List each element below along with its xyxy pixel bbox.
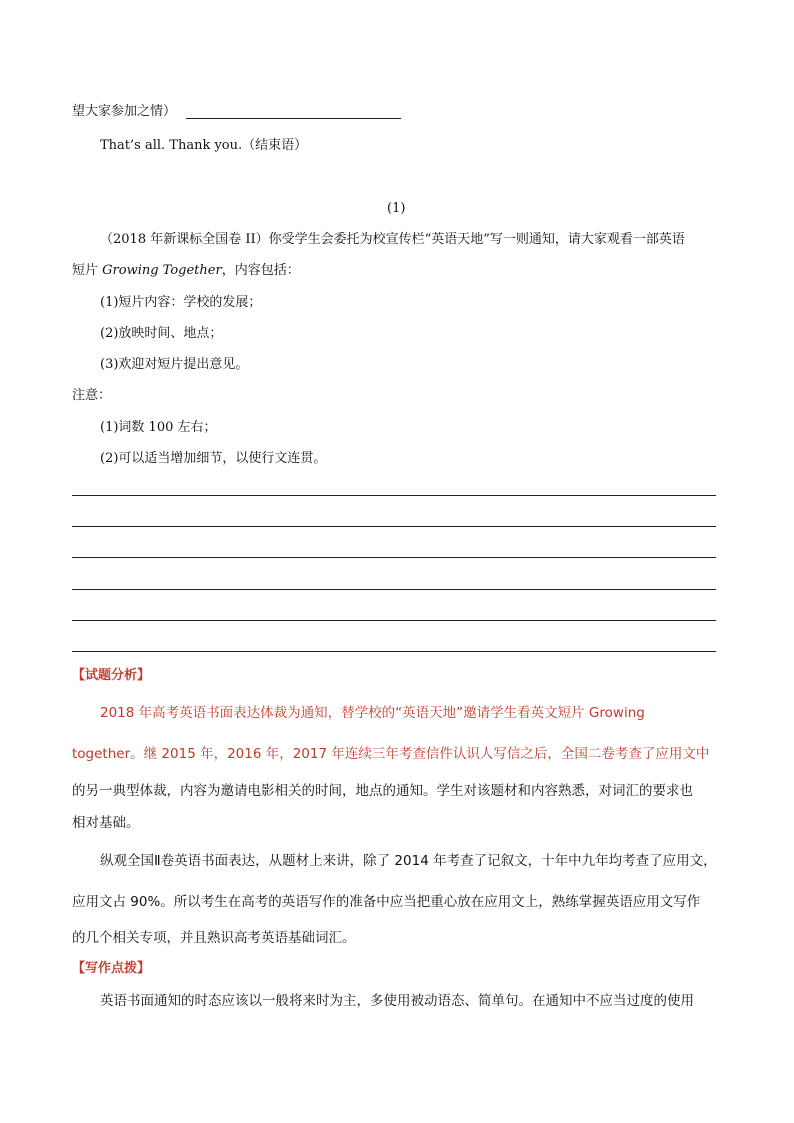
question-number: (1) bbox=[387, 201, 406, 216]
analysis-p2-line2: 应用文占 90%。所以考生在高考的英语写作的准备中应当把重心放在应用文上，熟练掌握英语应用文写作 bbox=[72, 894, 701, 910]
analysis-p1-line4: 相对基础。 bbox=[72, 815, 140, 831]
film-title: Growing Together bbox=[102, 263, 222, 278]
answer-blank[interactable] bbox=[186, 118, 401, 119]
note-item: (1)词数 100 左右； bbox=[100, 420, 217, 435]
question-intro-line2 bbox=[72, 262, 300, 280]
question-item: (1)短片内容：学校的发展； bbox=[100, 295, 262, 310]
analysis-p1-line1: 2018 年高考英语书面表达体裁为通知，替学校的“英语天地”邀请学生看英文短片 Growing bbox=[100, 705, 645, 721]
notes-title: 注意： bbox=[72, 388, 112, 403]
note-item: (2)可以适当增加细节，以使行文连贯。 bbox=[100, 451, 327, 466]
tips-title: 【写作点拨】 bbox=[72, 961, 151, 976]
tips-p1-line1: 英语书面通知的时态应该以一般将来时为主，多使用被动语态、简单句。在通知中不应当过度的使用 bbox=[100, 993, 694, 1009]
analysis-p1-line2: together。继 2015 年，2016 年，2017 年连续三年考查信件认识人写信之后，全国二卷考查了应用文中 bbox=[72, 746, 710, 762]
question-intro-line1: （2018 年新课标全国卷 II）你受学生会委托为校宣传栏“英语天地”写一则通知，请大家观看一部英语 bbox=[100, 232, 685, 247]
analysis-p2-line3: 的几个相关专项，并且熟识高考英语基础词汇。 bbox=[72, 930, 356, 946]
analysis-title: 【试题分析】 bbox=[72, 668, 151, 683]
writing-line[interactable] bbox=[72, 495, 716, 496]
intro-prefix: 短片 bbox=[72, 263, 103, 278]
intro-suffix: ，内容包括： bbox=[221, 263, 300, 278]
prev-text: 望大家参加之情） bbox=[72, 104, 177, 119]
writing-line[interactable] bbox=[72, 557, 716, 558]
question-item: (2)放映时间、地点； bbox=[100, 326, 223, 341]
closing-line: That’s all. Thank you.（结束语） bbox=[100, 138, 308, 153]
analysis-p1-line3: 的另一典型体裁，内容为邀请电影相关的时间，地点的通知。学生对该题材和内容熟悉，对词汇的要求也 bbox=[72, 783, 693, 799]
prev-text-line bbox=[72, 103, 176, 121]
writing-line[interactable] bbox=[72, 620, 716, 621]
writing-line[interactable] bbox=[72, 589, 716, 590]
question-item: (3)欢迎对短片提出意见。 bbox=[100, 357, 249, 372]
analysis-p2-line1: 纵观全国Ⅱ卷英语书面表达，从题材上来讲，除了 2014 年考查了记叙文，十年中九年均考查了应用文， bbox=[100, 853, 717, 869]
writing-line[interactable] bbox=[72, 651, 716, 652]
writing-line[interactable] bbox=[72, 526, 716, 527]
